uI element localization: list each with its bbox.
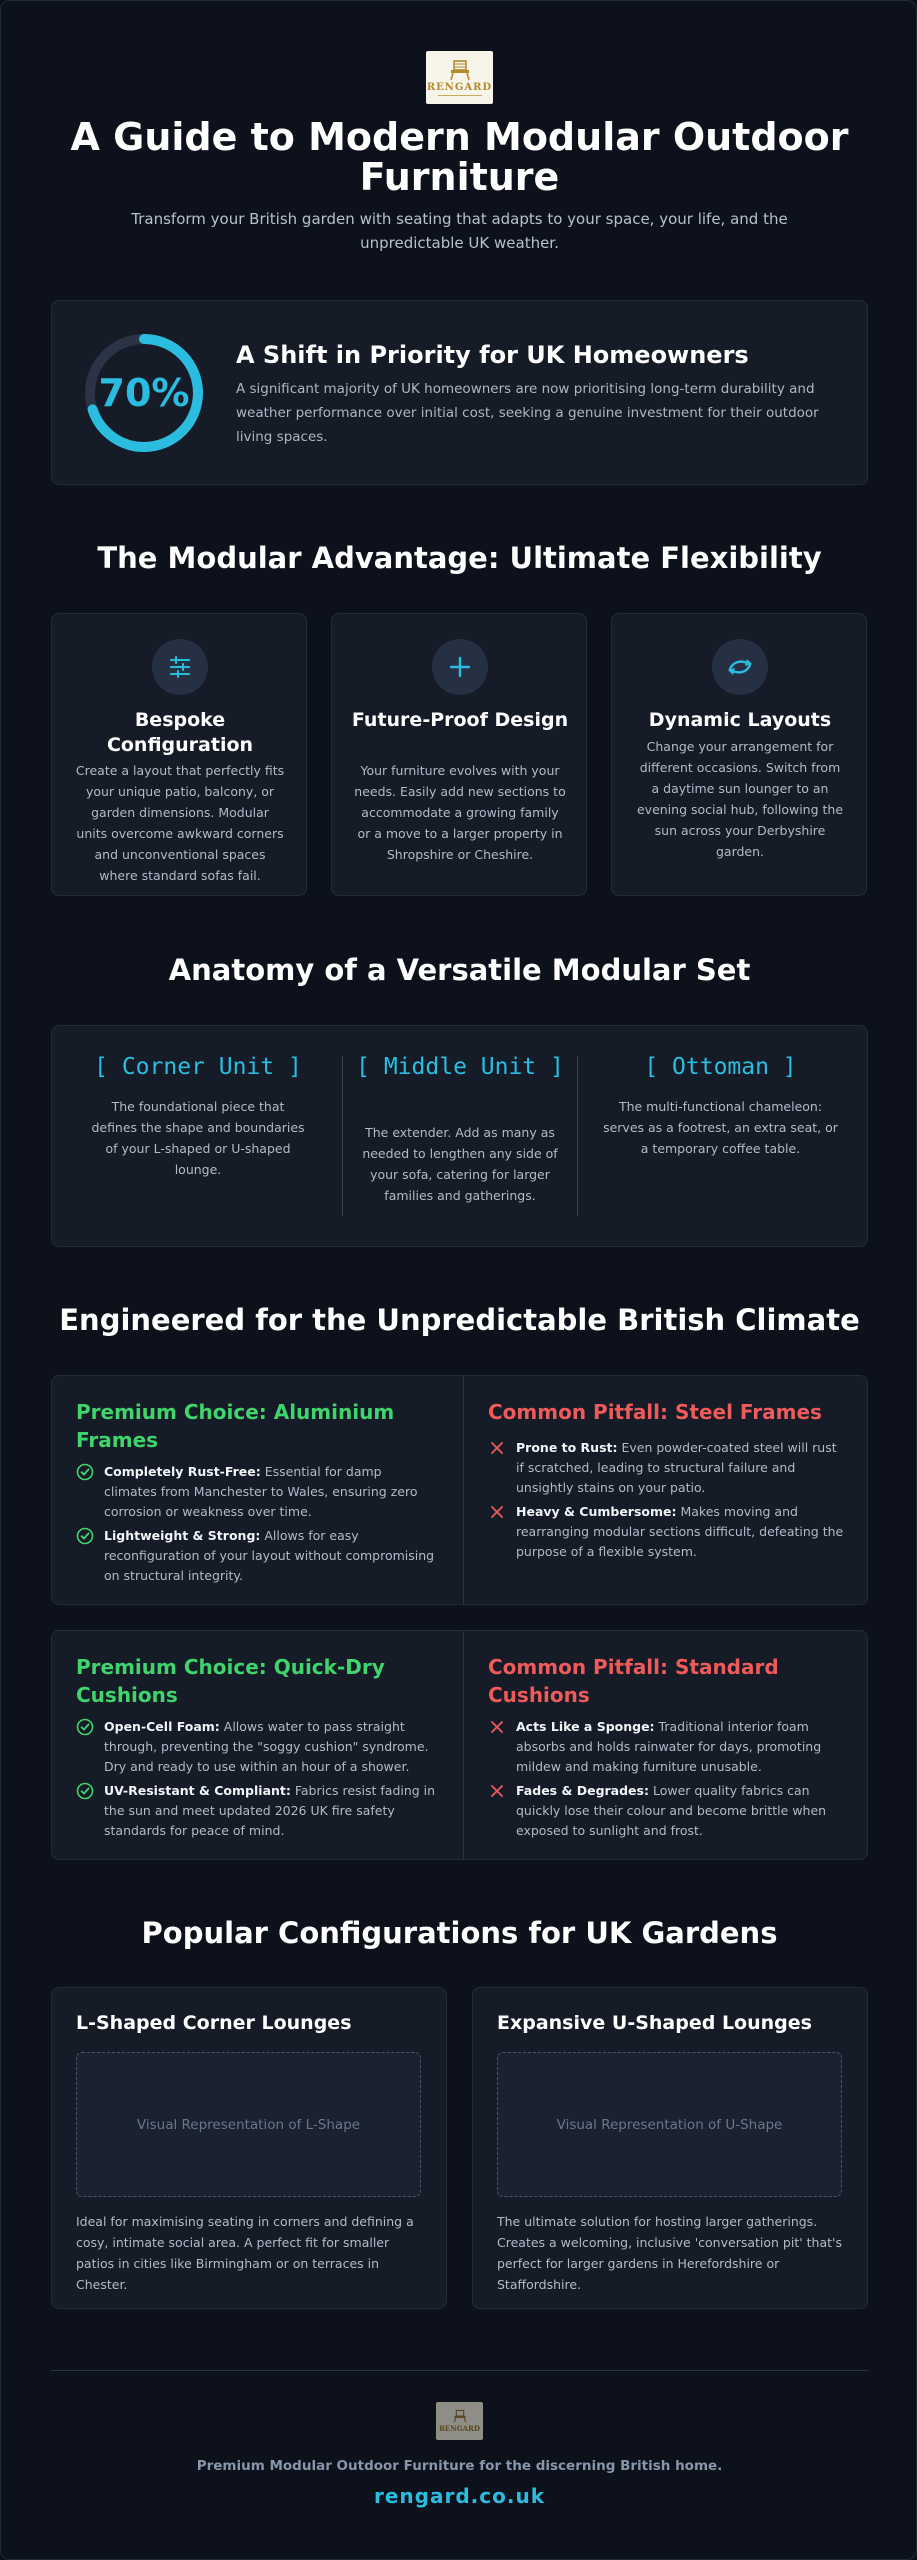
logo-wordmark: RENGARD xyxy=(439,2424,480,2433)
anatomy-title: Anatomy of a Versatile Modular Set xyxy=(168,953,751,987)
pitfall-title: Common Pitfall: Steel Frames xyxy=(488,1400,822,1424)
chair-icon xyxy=(447,59,473,81)
item-label: Lightweight & Strong: xyxy=(104,1528,261,1543)
pitfall-title: Common Pitfall: Standard Cushions xyxy=(488,1655,779,1707)
configs-title: Popular Configurations for UK Gardens xyxy=(141,1916,778,1950)
unit-name: [ Corner Unit ] xyxy=(94,1054,302,1080)
comparison-frames xyxy=(51,1375,868,1605)
item-label: Open-Cell Foam: xyxy=(104,1719,220,1734)
pitfall-panel xyxy=(464,1376,869,1604)
cross-icon xyxy=(488,1503,506,1521)
feature-card-dynamic xyxy=(611,613,867,896)
config-text: Ideal for maximising seating in corners and defining a cosy, intimate social area. A perfect fit for smaller patios in cities like Birmingham or on terraces in Chester. xyxy=(76,2214,414,2292)
anatomy-ottoman xyxy=(592,1026,849,1248)
page-subtitle: Transform your British garden with seating that adapts to your space, your life, and the unpredictable UK weather. xyxy=(131,210,788,252)
list-item xyxy=(488,1781,848,1841)
premium-panel xyxy=(52,1631,463,1859)
climate-title: Engineered for the Unpredictable British Climate xyxy=(59,1303,860,1337)
list-item xyxy=(488,1502,848,1562)
list-item xyxy=(488,1438,848,1498)
feature-text: Create a layout that perfectly fits your unique patio, balcony, or garden dimensions. Modular units overcome awkward corners and unconventional spaces where standard sofas fail. xyxy=(75,763,285,883)
config-title: Expansive U-Shaped Lounges xyxy=(497,2012,812,2034)
logo-wordmark: RENGARD xyxy=(426,82,493,93)
item-text: Fabrics resist fading in the sun and meet updated 2026 UK fire safety standards for peace of mind. xyxy=(104,1783,436,1838)
item-label: Acts Like a Sponge: xyxy=(516,1719,655,1734)
unit-name: [ Ottoman ] xyxy=(644,1054,797,1080)
feature-title: Bespoke Configuration xyxy=(106,709,254,756)
item-label: Completely Rust-Free: xyxy=(104,1464,261,1479)
stat-card xyxy=(51,300,868,485)
config-visual-placeholder: Visual Representation of L-Shape xyxy=(76,2052,421,2197)
item-text: Makes moving and rearranging modular sections difficult, defeating the purpose of a flexible system. xyxy=(516,1504,844,1559)
feature-text: Change your arrangement for different occasions. Switch from a daytime sun lounger to an evening social hub, following the sun across your Derbyshire garden. xyxy=(636,739,844,859)
advantage-title: The Modular Advantage: Ultimate Flexibility xyxy=(97,541,822,575)
pitfall-panel xyxy=(464,1631,869,1859)
brand-logo xyxy=(426,51,493,104)
list-item xyxy=(488,1717,848,1777)
footer-divider xyxy=(51,2370,868,2371)
item-text: Even powder-coated steel will rust if scratched, leading to structural failure and unsightly stains on your patio. xyxy=(516,1440,837,1495)
list-item xyxy=(76,1462,436,1522)
website-link[interactable]: rengard.co.uk xyxy=(374,2484,545,2508)
arrows-cycle-icon xyxy=(712,639,768,695)
item-text: Lower quality fabrics can quickly lose their colour and become brittle when exposed to sunlight and frost. xyxy=(516,1783,827,1838)
item-text: Allows for easy reconfiguration of your layout without compromising on structural integrity. xyxy=(104,1528,435,1583)
anatomy-card xyxy=(51,1025,868,1247)
config-text: The ultimate solution for hosting larger gatherings. Creates a welcoming, inclusive 'conversation pit' that's perfect for larger gardens in Herefordshire or Staffordshire. xyxy=(497,2214,842,2292)
stat-title: A Shift in Priority for UK Homeowners xyxy=(236,341,749,369)
unit-description: The foundational piece that defines the shape and boundaries of your L-shaped or U-shaped lounge. xyxy=(91,1099,305,1177)
feature-card-bespoke xyxy=(51,613,307,896)
feature-title: Dynamic Layouts xyxy=(648,709,832,731)
check-circle-icon xyxy=(76,1782,94,1800)
divider xyxy=(577,1056,578,1216)
stat-description: A significant majority of UK homeowners are now prioritising long-term durability and weather performance over initial cost, seeking a genuine investment for their outdoor living spaces. xyxy=(236,381,819,445)
config-visual-placeholder: Visual Representation of U-Shape xyxy=(497,2052,842,2197)
item-label: Prone to Rust: xyxy=(516,1440,618,1455)
feature-title: Future-Proof Design xyxy=(351,709,569,731)
stat-value: 70% xyxy=(98,371,190,415)
check-circle-icon xyxy=(76,1527,94,1545)
footer-logo xyxy=(436,2402,483,2440)
premium-panel xyxy=(52,1376,463,1604)
check-circle-icon xyxy=(76,1718,94,1736)
list-item xyxy=(76,1781,436,1841)
unit-description: The multi-functional chameleon: serves as a footrest, an extra seat, or a temporary coffee table. xyxy=(603,1099,838,1156)
cross-icon xyxy=(488,1439,506,1457)
check-circle-icon xyxy=(76,1463,94,1481)
chair-icon xyxy=(452,2409,468,2423)
sliders-icon xyxy=(152,639,208,695)
page-title: A Guide to Modern Modular Outdoor Furniture xyxy=(70,115,849,199)
unit-description: The extender. Add as many as needed to lengthen any side of your sofa, catering for larger families and gatherings. xyxy=(362,1125,558,1203)
config-card-u-shape xyxy=(472,1987,868,2309)
feature-text: Your furniture evolves with your needs. Easily add new sections to accommodate a growing family or a move to a larger property in Shropshire or Cheshire. xyxy=(354,763,566,862)
premium-title: Premium Choice: Quick-Dry Cushions xyxy=(76,1655,385,1707)
item-text: Traditional interior foam absorbs and holds rainwater for days, promoting mildew and making furniture unusable. xyxy=(516,1719,822,1774)
plus-icon xyxy=(432,639,488,695)
anatomy-middle-unit xyxy=(352,1026,568,1248)
item-text: Essential for damp climates from Manchester to Wales, ensuring zero corrosion or weakness over time. xyxy=(104,1464,418,1519)
list-item xyxy=(76,1526,436,1586)
item-label: UV-Resistant & Compliant: xyxy=(104,1783,291,1798)
divider xyxy=(342,1056,343,1216)
cross-icon xyxy=(488,1718,506,1736)
item-label: Fades & Degrades: xyxy=(516,1783,649,1798)
list-item xyxy=(76,1717,436,1777)
item-text: Allows water to pass straight through, preventing the "soggy cushion" syndrome. Dry and ready to use within an hour of a shower. xyxy=(104,1719,429,1774)
unit-name: [ Middle Unit ] xyxy=(356,1054,564,1080)
config-title: L-Shaped Corner Lounges xyxy=(76,2012,352,2034)
feature-card-future-proof xyxy=(331,613,587,896)
anatomy-corner-unit xyxy=(72,1026,324,1248)
comparison-cushions xyxy=(51,1630,868,1860)
footer-tagline: Premium Modular Outdoor Furniture for the discerning British home. xyxy=(196,2458,723,2474)
premium-title: Premium Choice: Aluminium Frames xyxy=(76,1400,395,1452)
item-label: Heavy & Cumbersome: xyxy=(516,1504,677,1519)
cross-icon xyxy=(488,1782,506,1800)
logo-underline xyxy=(438,95,482,96)
config-card-l-shape xyxy=(51,1987,447,2309)
